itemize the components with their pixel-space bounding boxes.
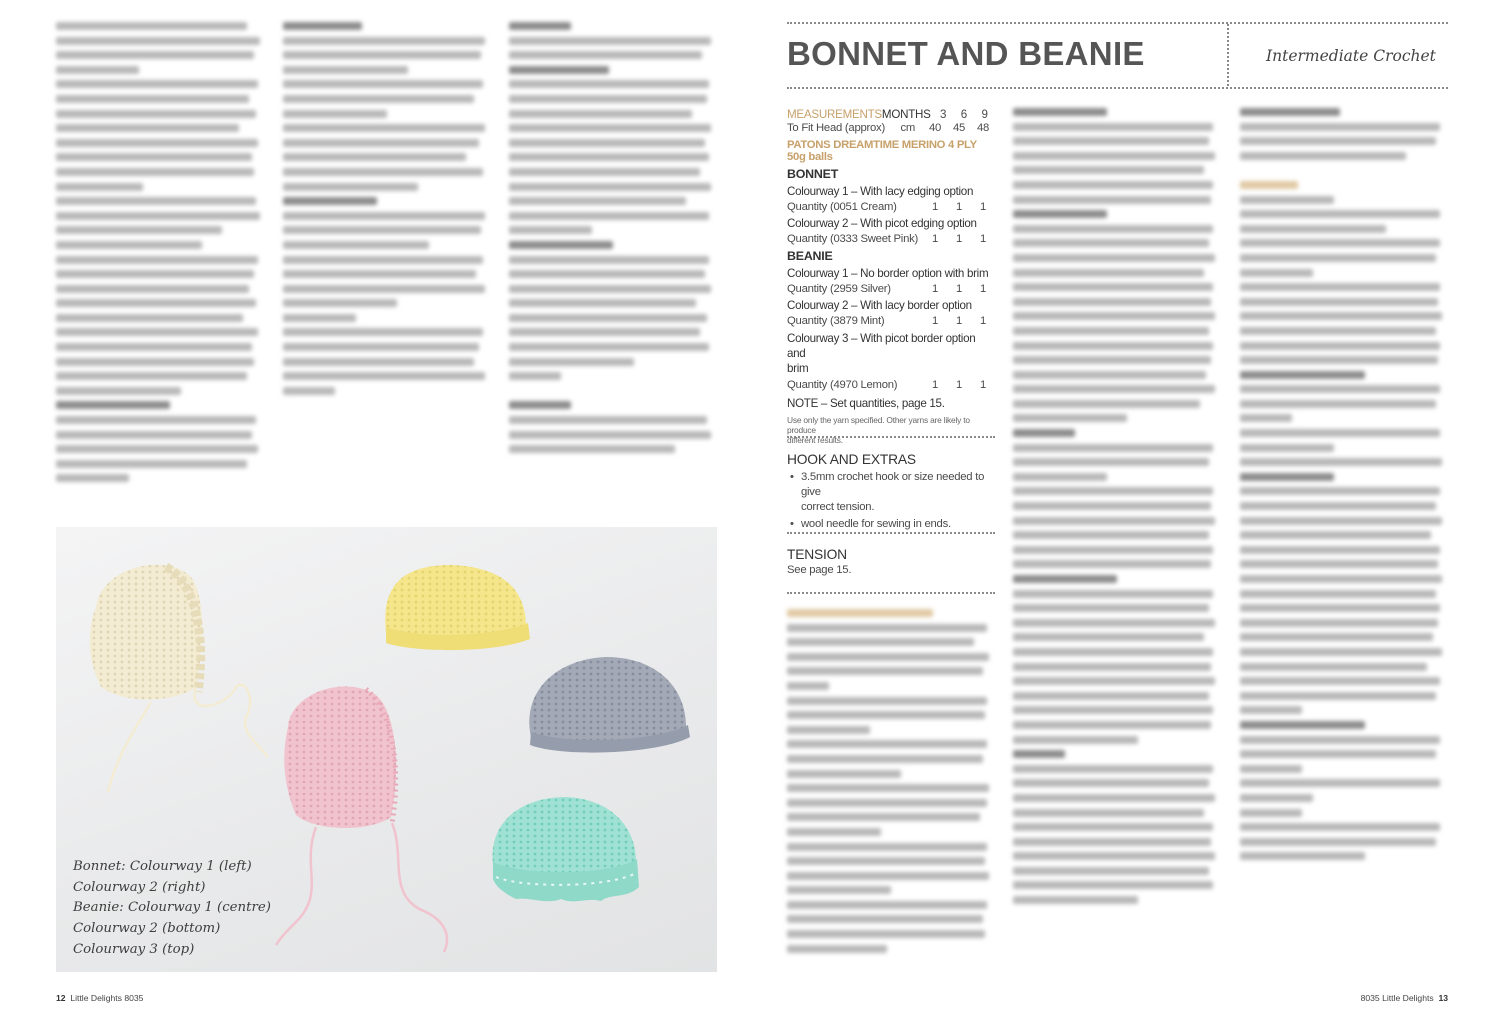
colourway-name-line: brim (787, 362, 809, 375)
photo-caption (73, 857, 271, 961)
quantity-row (787, 315, 995, 327)
quantity-value: 1 (979, 315, 987, 327)
quantity-value: 1 (979, 233, 987, 245)
right-page-number: 13 (1438, 993, 1448, 1003)
fit-label: To Fit Head (approx) (787, 122, 885, 134)
quantity-row (787, 283, 995, 295)
header-divider (1227, 24, 1229, 86)
right-footer-title: 8035 Little Delights (1360, 993, 1434, 1003)
quantity-row (787, 201, 995, 213)
quantity-row (787, 379, 995, 391)
quantity-value: 1 (931, 201, 939, 213)
fit-unit: cm (900, 122, 915, 134)
pink-bonnet (276, 686, 447, 952)
beanie-heading: BEANIE (787, 249, 833, 263)
tension-text: See page 15. (787, 564, 852, 576)
measurements-label: MEASUREMENTS (787, 108, 882, 121)
fit-value: 40 (928, 122, 942, 134)
left-footer-title: Little Delights 8035 (70, 993, 144, 1003)
quantity-value: 1 (931, 233, 939, 245)
quantity-label: Quantity (3879 Mint) (787, 315, 885, 327)
quantity-label: Quantity (2959 Silver) (787, 283, 891, 295)
quantity-value: 1 (955, 233, 963, 245)
section-divider (787, 532, 995, 534)
hook-heading: HOOK AND EXTRAS (787, 452, 916, 467)
colourway-name (787, 331, 995, 376)
left-page-number: 12 (56, 993, 66, 1003)
size-3: 3 (939, 108, 947, 121)
mint-beanie (492, 797, 639, 901)
quantity-value: 1 (955, 283, 963, 295)
yellow-beanie (385, 565, 530, 650)
quantity-value: 1 (931, 379, 939, 391)
quantity-label: Quantity (4970 Lemon) (787, 379, 898, 391)
quantity-label: Quantity (0333 Sweet Pink) (787, 233, 919, 245)
pattern-details-column (787, 106, 995, 445)
caption-line: Bonnet: Colourway 1 (left) (73, 859, 252, 874)
size-6: 6 (960, 108, 967, 121)
grey-beanie (529, 657, 690, 753)
quantity-value: 1 (955, 201, 963, 213)
tension-section (787, 547, 995, 576)
yarn-warning-line: different results. (787, 435, 843, 445)
quantity-label: Quantity (0051 Cream) (787, 201, 897, 213)
left-text-column-1 (56, 22, 264, 489)
measurements-row (787, 108, 995, 121)
yarn-warning-line: Use only the yarn specified. Other yarns are likely to produce (787, 415, 970, 435)
quantity-row (787, 233, 995, 245)
bonnet-heading: BONNET (787, 167, 839, 181)
note-text: NOTE – Set quantities, page 15. (787, 397, 945, 410)
quantity-value: 1 (979, 379, 987, 391)
section-divider (787, 436, 995, 438)
quantity-value: 1 (955, 315, 963, 327)
hats-photo (56, 527, 717, 972)
hook-section (787, 452, 995, 534)
right-page-footer (1361, 993, 1448, 1003)
quantity-value: 1 (979, 283, 987, 295)
right-text-column-2 (1013, 108, 1221, 911)
quantity-value: 1 (931, 283, 939, 295)
quantity-value: 1 (955, 379, 963, 391)
colourway-name-line: Colourway 3 – With picot border option and (787, 332, 976, 360)
section-divider (787, 592, 995, 594)
skill-level: Intermediate Crochet (1266, 47, 1436, 65)
hook-item-line: • 3.5mm crochet hook or size needed to give (801, 471, 985, 498)
header-top-rule (787, 22, 1448, 24)
caption-line: Beanie: Colourway 1 (centre) (73, 900, 271, 916)
fit-value: 48 (976, 122, 990, 134)
fit-head-row (787, 122, 995, 134)
yarn-heading: PATONS DREAMTIME MERINO 4 PLY 50g balls (787, 139, 977, 163)
colourway-name: Colourway 1 – With lacy edging option (787, 185, 974, 198)
quantity-value: 1 (931, 315, 939, 327)
caption-line: Colourway 2 (bottom) (73, 921, 221, 937)
cream-bonnet (90, 565, 268, 792)
months-label: MONTHS (881, 108, 931, 121)
hook-list-item (787, 517, 995, 532)
header-bottom-rule (787, 87, 1448, 89)
left-page-footer (56, 993, 143, 1003)
right-text-column-1-lower (787, 609, 995, 959)
caption-line: Colourway 2 (right) (73, 879, 206, 895)
colourway-name: Colourway 2 – With lacy border option (787, 299, 972, 312)
quantity-value: 1 (979, 201, 987, 213)
hook-list-item (787, 470, 995, 515)
pattern-title: BONNET AND BEANIE (787, 35, 1145, 72)
colourway-name: Colourway 1 – No border option with brim (787, 267, 989, 280)
caption-line: Colourway 3 (top) (73, 941, 195, 957)
tension-heading: TENSION (787, 547, 847, 562)
hook-item-line: • wool needle for sewing in ends. (801, 518, 951, 530)
left-text-column-2 (283, 22, 491, 401)
fit-value: 45 (952, 122, 966, 134)
hook-list (787, 470, 995, 532)
left-text-column-3 (509, 22, 717, 460)
colourway-name: Colourway 2 – With picot edging option (787, 217, 977, 230)
size-9: 9 (981, 108, 988, 121)
yarn-warning (787, 415, 995, 445)
hook-item-line: correct tension. (801, 501, 875, 513)
right-text-column-3 (1240, 108, 1448, 867)
